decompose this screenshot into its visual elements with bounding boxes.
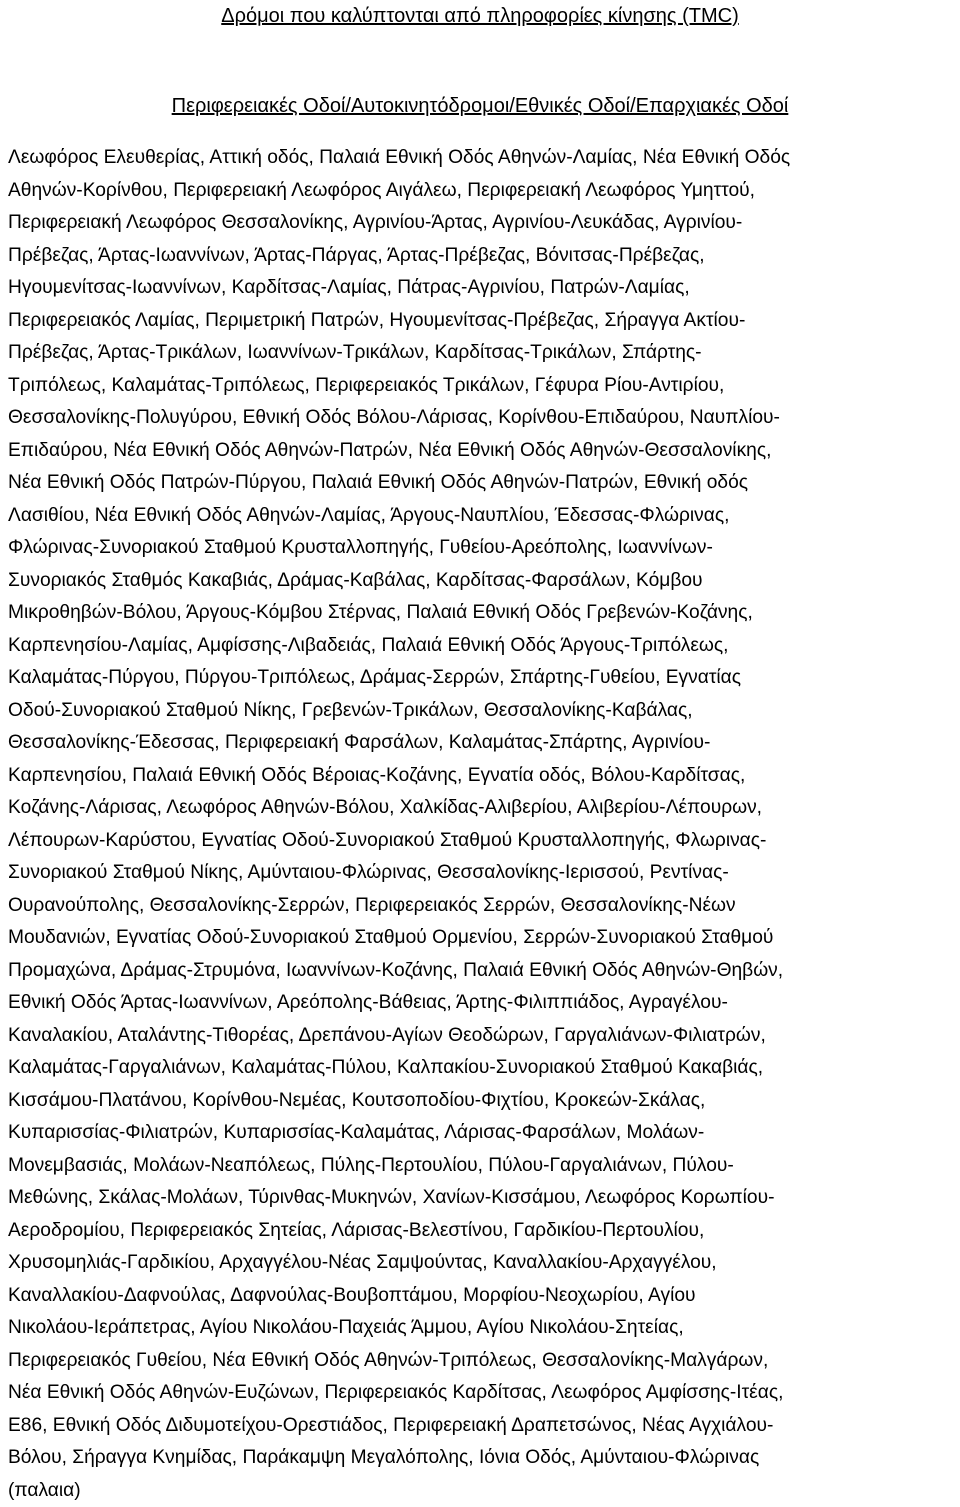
road-list-line: Αθηνών-Κορίνθου, Περιφερειακή Λεωφόρος Αιγάλεω, Περιφερειακή Λεωφόρος Υμηττού, <box>8 175 952 208</box>
road-list-paragraph <box>8 142 952 1507</box>
road-list-line: Καλαμάτας-Γαργαλιάνων, Καλαμάτας-Πύλου, Καλπακίου-Συνοριακού Σταθμού Κακαβιάς, <box>8 1052 952 1085</box>
road-list-line: Καλαμάτας-Πύργου, Πύργου-Τριπόλεως, Δράμας-Σερρών, Σπάρτης-Γυθείου, Εγνατίας <box>8 662 952 695</box>
road-list-line: Θεσσαλονίκης-Πολυγύρου, Εθνική Οδός Βόλου-Λάρισας, Κορίνθου-Επιδαύρου, Ναυπλίου- <box>8 402 952 435</box>
road-list-line: Οδού-Συνοριακού Σταθμού Νίκης, Γρεβενών-Τρικάλων, Θεσσαλονίκης-Καβάλας, <box>8 695 952 728</box>
road-list-line: Μουδανιών, Εγνατίας Οδού-Συνοριακού Σταθμού Ορμενίου, Σερρών-Συνοριακού Σταθμού <box>8 922 952 955</box>
road-list-line: Κοζάνης-Λάρισας, Λεωφόρος Αθηνών-Βόλου, Χαλκίδας-Αλιβερίου, Αλιβερίου-Λέπουρων, <box>8 792 952 825</box>
road-list-line: Τριπόλεως, Καλαμάτας-Τριπόλεως, Περιφερειακός Τρικάλων, Γέφυρα Ρίου-Αντιρίου, <box>8 370 952 403</box>
road-list-line: Πρέβεζας, Άρτας-Ιωαννίνων, Άρτας-Πάργας, Άρτας-Πρέβεζας, Βόνιτσας-Πρέβεζας, <box>8 240 952 273</box>
road-list-line: Προμαχώνα, Δράμας-Στρυμόνα, Ιωαννίνων-Κοζάνης, Παλαιά Εθνική Οδός Αθηνών-Θηβών, <box>8 955 952 988</box>
road-list-line: Καρπενησίου, Παλαιά Εθνική Οδός Βέροιας-Κοζάνης, Εγνατία οδός, Βόλου-Καρδίτσας, <box>8 760 952 793</box>
road-list-line: Λέπουρων-Καρύστου, Εγνατίας Οδού-Συνοριακού Σταθμού Κρυσταλλοπηγής, Φλωρινας- <box>8 825 952 858</box>
road-list-line: Περιφερειακός Γυθείου, Νέα Εθνική Οδός Αθηνών-Τριπόλεως, Θεσσαλονίκης-Μαλγάρων, <box>8 1345 952 1378</box>
road-list-line: Φλώρινας-Συνοριακού Σταθμού Κρυσταλλοπηγής, Γυθείου-Αρεόπολης, Ιωαννίνων- <box>8 532 952 565</box>
road-list-line: Μεθώνης, Σκάλας-Μολάων, Τύρινθας-Μυκηνών, Χανίων-Κισσάμου, Λεωφόρος Κορωπίου- <box>8 1182 952 1215</box>
road-list-line: Καρπενησίου-Λαμίας, Αμφίσσης-Λιβαδειάς, Παλαιά Εθνική Οδός Άργους-Τριπόλεως, <box>8 630 952 663</box>
road-list-line: Θεσσαλονίκης-Έδεσσας, Περιφερειακή Φαρσάλων, Καλαμάτας-Σπάρτης, Αγρινίου- <box>8 727 952 760</box>
road-list-line: Κισσάμου-Πλατάνου, Κορίνθου-Νεμέας, Κουτσοποδίου-Φιχτίου, Κροκεών-Σκάλας, <box>8 1085 952 1118</box>
road-list-line: Μικροθηβών-Βόλου, Άργους-Κόμβου Στέρνας, Παλαιά Εθνική Οδός Γρεβενών-Κοζάνης, <box>8 597 952 630</box>
road-list-line: Καναλακίου, Αταλάντης-Τιθορέας, Δρεπάνου-Αγίων Θεοδώρων, Γαργαλιάνων-Φιλιατρών, <box>8 1020 952 1053</box>
road-list-line: Λασιθίου, Νέα Εθνική Οδός Αθηνών-Λαμίας, Άργους-Ναυπλίου, Έδεσσας-Φλώρινας, <box>8 500 952 533</box>
road-list-line: Συνοριακός Σταθμός Κακαβιάς, Δράμας-Καβάλας, Καρδίτσας-Φαρσάλων, Κόμβου <box>8 565 952 598</box>
road-list-line: Νικολάου-Ιεράπετρας, Αγίου Νικολάου-Παχειάς Άμμου, Αγίου Νικολάου-Σητείας, <box>8 1312 952 1345</box>
road-list-line: Ε86, Εθνική Οδός Διδυμοτείχου-Ορεστιάδος, Περιφερειακή Δραπετσώνος, Νέας Αγχιάλου- <box>8 1410 952 1443</box>
road-list-line: Βόλου, Σήραγγα Κνημίδας, Παράκαμψη Μεγαλόπολης, Ιόνια Οδός, Αμύνταιου-Φλώρινας <box>8 1442 952 1475</box>
road-list-line: Κυπαρισσίας-Φιλιατρών, Κυπαρισσίας-Καλαμάτας, Λάρισας-Φαρσάλων, Μολάων- <box>8 1117 952 1150</box>
road-list-line: Χρυσομηλιάς-Γαρδικίου, Αρχαγγέλου-Νέας Σαμψούντας, Καναλλακίου-Αρχαγγέλου, <box>8 1247 952 1280</box>
road-list-line: Ουρανούπολης, Θεσσαλονίκης-Σερρών, Περιφερειακός Σερρών, Θεσσαλονίκης-Νέων <box>8 890 952 923</box>
document-title: Δρόμοι που καλύπτονται από πληροφορίες κίνησης (TMC) <box>8 0 952 30</box>
road-list-line: Επιδαύρου, Νέα Εθνική Οδός Αθηνών-Πατρών, Νέα Εθνική Οδός Αθηνών-Θεσσαλονίκης, <box>8 435 952 468</box>
road-list-line: Καναλλακίου-Δαφνούλας, Δαφνούλας-Βουβοπτάμου, Μορφίου-Νεοχωρίου, Αγίου <box>8 1280 952 1313</box>
road-list-line: Λεωφόρος Ελευθερίας, Αττική οδός, Παλαιά Εθνική Οδός Αθηνών-Λαμίας, Νέα Εθνική Οδός <box>8 142 952 175</box>
road-list-line: (παλαια) <box>8 1475 952 1507</box>
road-list-line: Νέα Εθνική Οδός Αθηνών-Ευζώνων, Περιφερειακός Καρδίτσας, Λεωφόρος Αμφίσσης-Ιτέας, <box>8 1377 952 1410</box>
road-list-line: Μονεμβασιάς, Μολάων-Νεαπόλεως, Πύλης-Περτουλίου, Πύλου-Γαργαλιάνων, Πύλου- <box>8 1150 952 1183</box>
road-list-line: Πρέβεζας, Άρτας-Τρικάλων, Ιωαννίνων-Τρικάλων, Καρδίτσας-Τρικάλων, Σπάρτης- <box>8 337 952 370</box>
road-list-line: Νέα Εθνική Οδός Πατρών-Πύργου, Παλαιά Εθνική Οδός Αθηνών-Πατρών, Εθνική οδός <box>8 467 952 500</box>
road-list-line: Ηγουμενίτσας-Ιωαννίνων, Καρδίτσας-Λαμίας, Πάτρας-Αγρινίου, Πατρών-Λαμίας, <box>8 272 952 305</box>
road-list-line: Περιφερειακός Λαμίας, Περιμετρική Πατρών, Ηγουμενίτσας-Πρέβεζας, Σήραγγα Ακτίου- <box>8 305 952 338</box>
road-list-line: Συνοριακού Σταθμού Νίκης, Αμύνταιου-Φλώρινας, Θεσσαλονίκης-Ιερισσού, Ρεντίνας- <box>8 857 952 890</box>
road-list-line: Περιφερειακή Λεωφόρος Θεσσαλονίκης, Αγρινίου-Άρτας, Αγρινίου-Λευκάδας, Αγρινίου- <box>8 207 952 240</box>
section-heading: Περιφερειακές Οδοί/Αυτοκινητόδρομοι/Εθνικές Οδοί/Επαρχιακές Οδοί <box>8 92 952 120</box>
road-list-line: Εθνική Οδός Άρτας-Ιωαννίνων, Αρεόπολης-Βάθειας, Άρτης-Φιλιππιάδος, Αγραγέλου- <box>8 987 952 1020</box>
road-list-line: Αεροδρομίου, Περιφερειακός Σητείας, Λάρισας-Βελεστίνου, Γαρδικίου-Περτουλίου, <box>8 1215 952 1248</box>
